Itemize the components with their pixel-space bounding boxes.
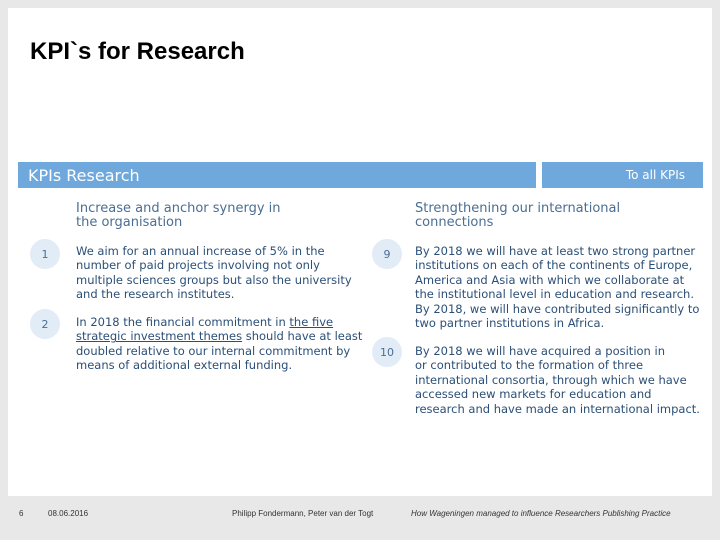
- kpi-item-text: should have at least: [242, 329, 363, 344]
- footer-authors: Philipp Fondermann, Peter van der Togt: [232, 509, 374, 518]
- strategic-themes-link[interactable]: the five: [289, 315, 334, 329]
- kpi-item-line: two partner institutions in Africa.: [415, 316, 605, 331]
- kpi-item-line: [76, 315, 362, 329]
- kpi-item-10: [415, 344, 700, 416]
- kpi-item-line: the institutional level in education and research.: [415, 287, 694, 302]
- kpi-item-line: or contributed to the formation of three: [415, 358, 644, 373]
- footer-date: 08.06.2016: [48, 509, 89, 518]
- left-column-heading: [76, 202, 281, 230]
- kpi-item-2: [76, 315, 362, 373]
- kpi-item-line: By 2018, we will have contributed significantly to: [415, 301, 700, 316]
- kpi-number-badge-1[interactable]: 1: [30, 239, 60, 269]
- kpi-item-line: institutions on each of the continents of Europe,: [415, 258, 693, 273]
- kpi-item-line: We aim for an annual increase of 5% in the: [76, 244, 325, 258]
- kpi-item-line: By 2018 we will have at least two strong partner: [415, 244, 696, 258]
- kpi-item-line: and the research institutes.: [76, 287, 235, 302]
- kpi-item-line: number of paid projects involving not only: [76, 258, 320, 273]
- kpi-item-line: accessed new markets for education and: [415, 387, 652, 402]
- kpi-item-line: doubled relative to our internal commitment by: [76, 343, 351, 358]
- kpi-item-line: means of additional external funding.: [76, 358, 293, 373]
- kpi-item-9: [415, 244, 699, 330]
- footer-page-number: 6: [19, 509, 24, 518]
- kpi-item-line: [76, 329, 362, 343]
- slide-title: KPI`s for Research: [30, 38, 245, 65]
- left-heading-line: Increase and anchor synergy in: [76, 201, 281, 216]
- strategic-themes-link[interactable]: strategic investment themes: [76, 329, 243, 344]
- panel-header-title: KPIs Research: [28, 166, 140, 185]
- footer-talk-title: How Wageningen managed to influence Researchers Publishing Practice: [411, 509, 671, 518]
- kpi-item-line: By 2018 we will have acquired a position in: [415, 344, 665, 358]
- kpi-item-1: [76, 244, 352, 302]
- left-heading-line: the organisation: [76, 215, 183, 230]
- kpi-number-badge-2[interactable]: 2: [30, 309, 60, 339]
- kpi-item-line: research and have made an international impact.: [415, 401, 700, 416]
- right-heading-line: Strengthening our international: [415, 201, 621, 216]
- kpi-number-badge-9[interactable]: 9: [372, 239, 402, 269]
- kpi-item-line: multiple sciences groups but also the university: [76, 272, 352, 287]
- kpi-item-line: America and Asia with which we collaborate at: [415, 272, 685, 287]
- kpi-item-line: international consortia, through which we have: [415, 372, 687, 387]
- kpi-item-text: In 2018 the financial commitment in: [76, 315, 290, 329]
- panel-header: [18, 162, 536, 188]
- right-heading-line: connections: [415, 215, 494, 230]
- kpi-number-badge-10[interactable]: 10: [372, 337, 402, 367]
- to-all-kpis-button[interactable]: To all KPIs: [542, 162, 703, 188]
- right-column-heading: [415, 202, 620, 230]
